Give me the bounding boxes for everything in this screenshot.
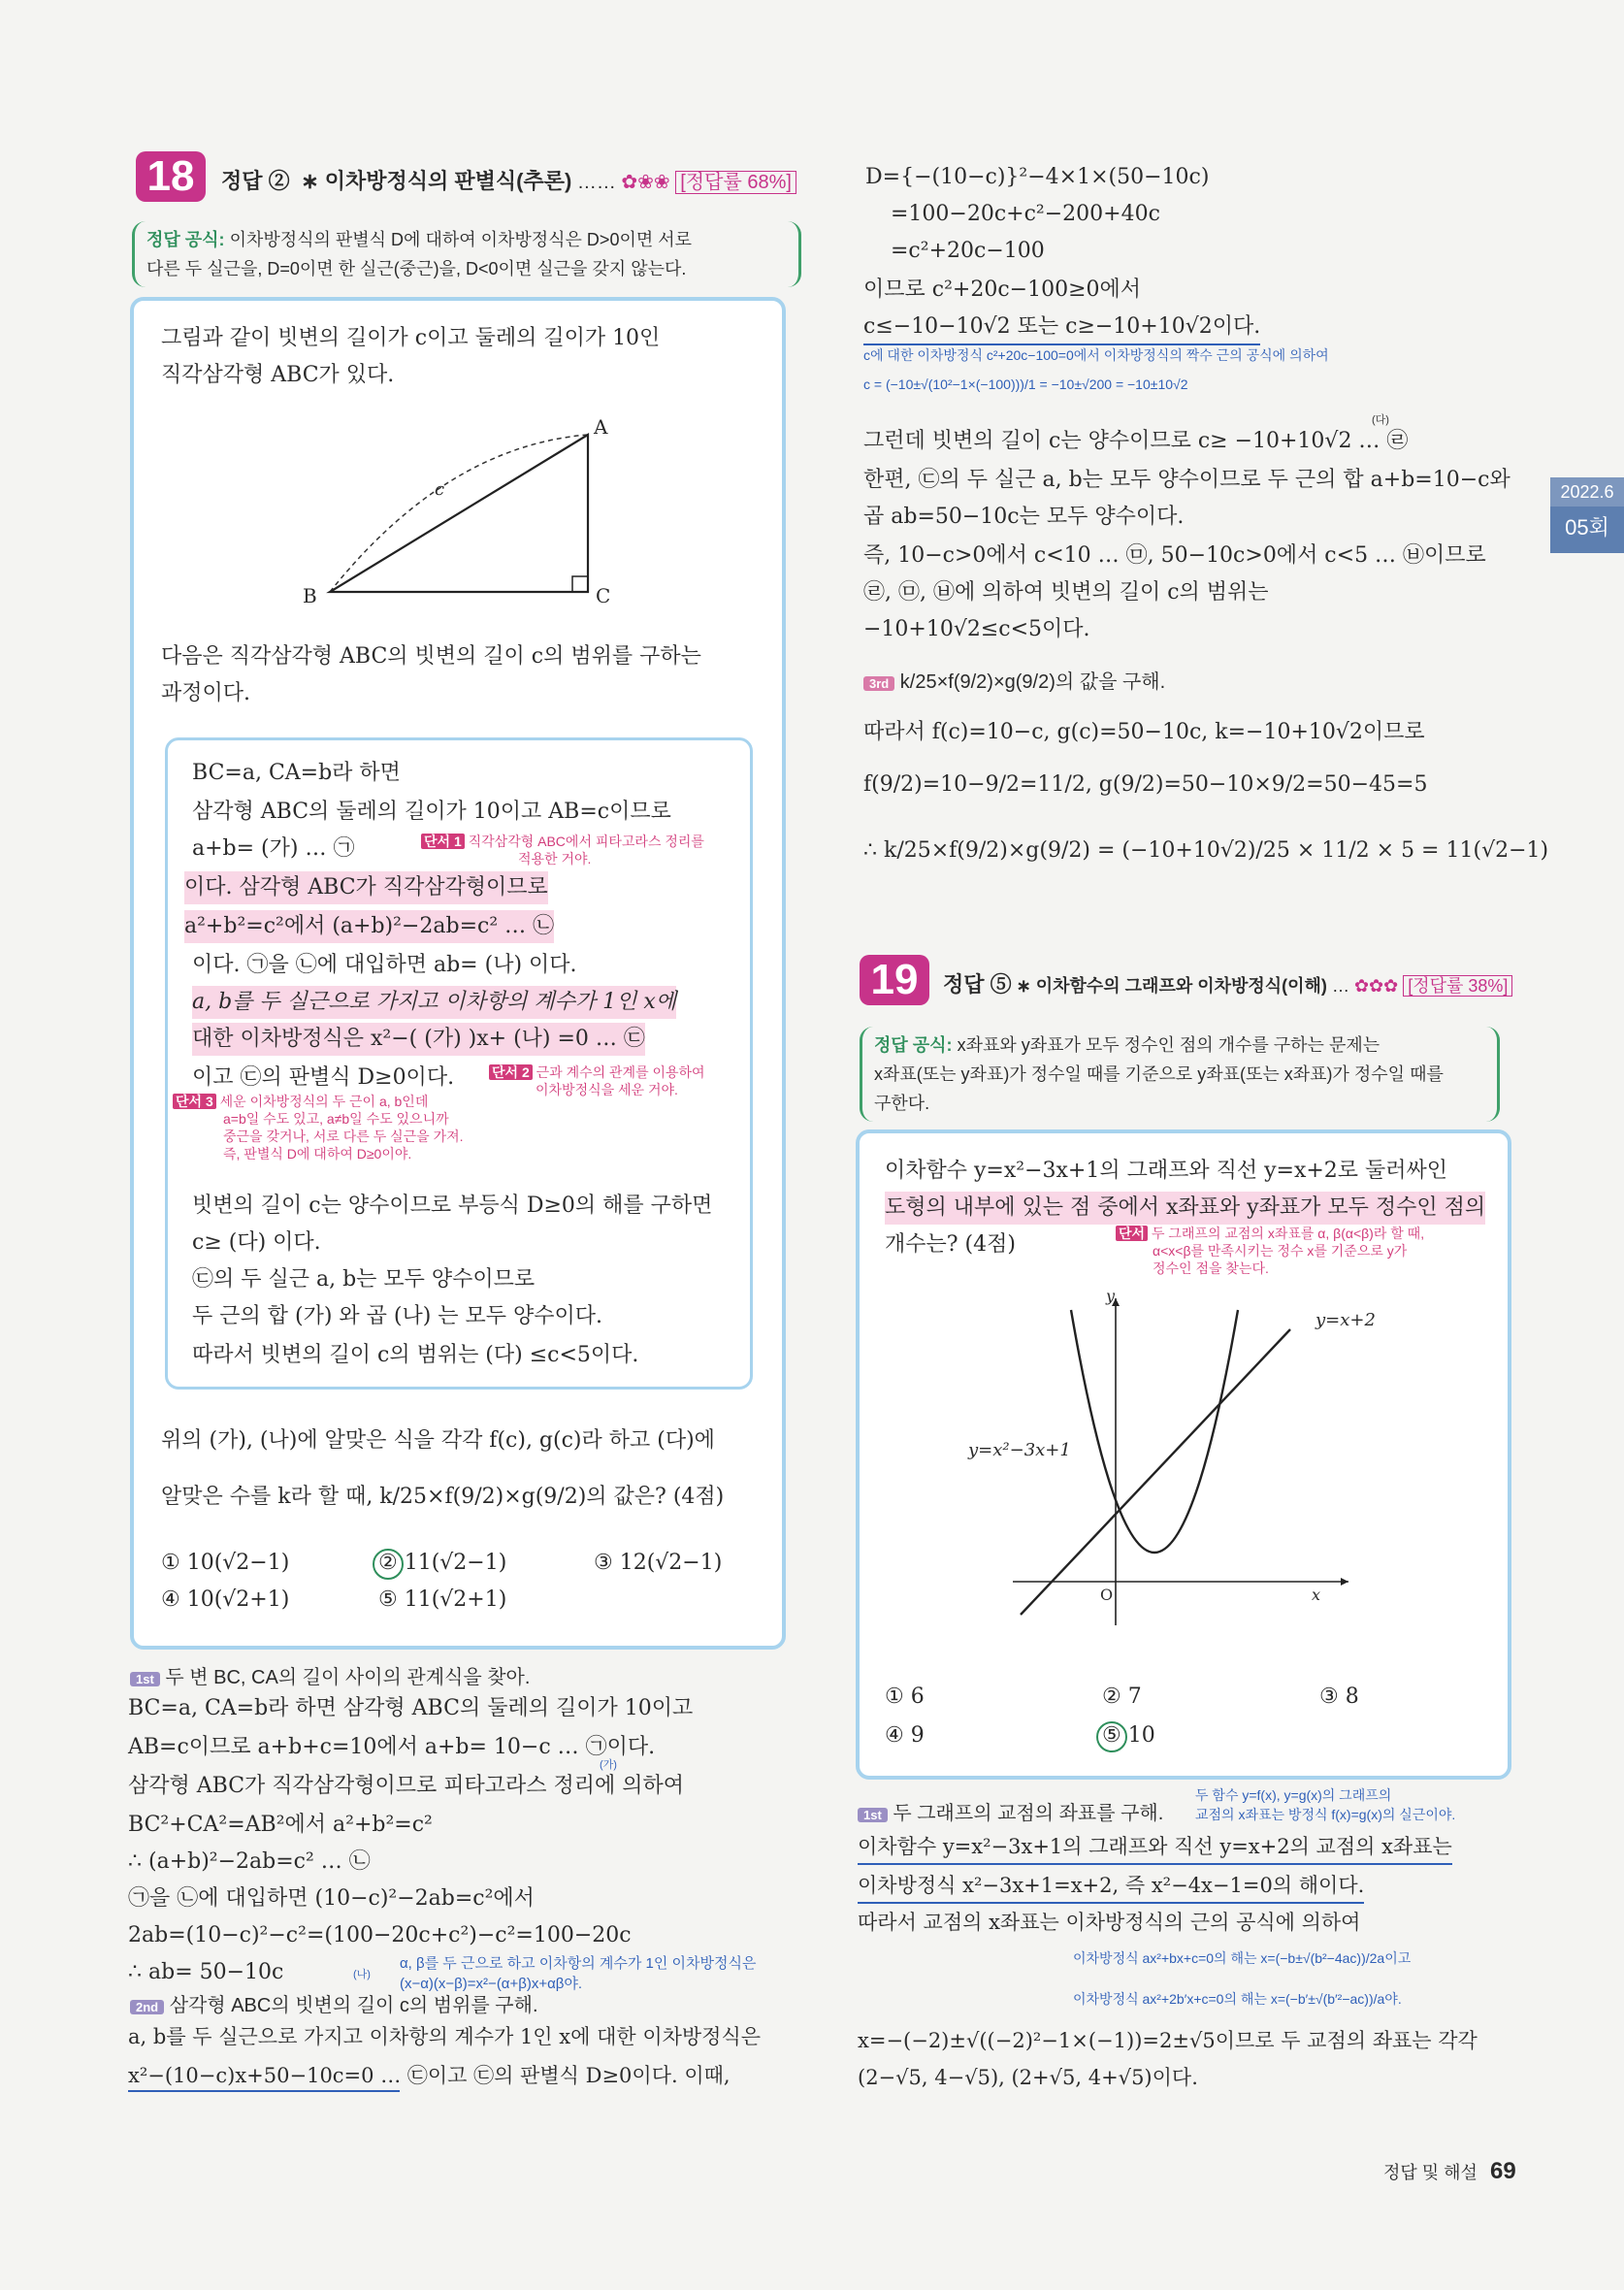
da-mark: (다): [1372, 414, 1389, 426]
solution-note: [400, 1952, 756, 1993]
right-solution-line: f(9/2)=10−9/2=11/2, g(9/2)=50−10×9/2=50−45=5: [863, 772, 1428, 797]
solution-line: BC²+CA²=AB²에서 a²+b²=c²: [128, 1813, 433, 1837]
solution-end-line-2: x²−(10−c)x+50−10c=0 … ㉢이고 ㉢의 판별식 D≥0이다. 이때,: [128, 2064, 731, 2087]
selected-answer-circle: [373, 1549, 404, 1580]
right-solution-line: ∴ k/25×f(9/2)×g(9/2) = (−10+10√2)/25 × 11/2 × 5 = 11(√2−1): [863, 838, 1549, 863]
choice-3[interactable]: ③ 12(√2−1): [594, 1551, 723, 1575]
hint-text: α<x<β를 만족시키는 정수 x를 기준으로 y가: [1153, 1243, 1408, 1259]
x-axis-label: x: [1312, 1586, 1321, 1604]
question-line-2: 알맞은 수를 k라 할 때, k/25×f(9/2)×g(9/2)의 값은? (4점): [161, 1485, 725, 1509]
proof-line: 두 근의 합 (가) 와 곱 (나) 는 모두 양수이다.: [192, 1304, 603, 1328]
parabola-label: y=x²−3x+1: [968, 1440, 1071, 1460]
topic-label: ∗ 이차방정식의 판별식(추론): [301, 169, 572, 193]
right-solution-line: 즉, 10−c>0에서 c<10 … ㉤, 50−10c>0에서 c<5 … ㉥이므로: [863, 543, 1486, 568]
right-solution-line: c≤−10−10√2 또는 c≥−10+10√2이다.: [863, 311, 1260, 345]
right-solution-line: =c²+20c−100: [891, 239, 1045, 263]
choice-4[interactable]: ④ 10(√2+1): [161, 1587, 290, 1612]
page-number: 69: [1489, 2158, 1516, 2184]
solution-end-line-1: a, b를 두 실근으로 가지고 이차항의 계수가 1인 x에 대한 이차방정식은: [128, 2025, 762, 2048]
solution-line: 삼각형 ABC가 직각삼각형이므로 피타고라스 정리에 의하여: [128, 1774, 685, 1798]
proof-line: 대한 이차방정식은 x²−( (가) )x+ (나) =0 … ㉢: [192, 1023, 645, 1056]
hint-text: 이차방정식을 세운 거야.: [536, 1082, 678, 1097]
hint-text: 중근을 갖거나, 서로 다른 두 실근을 가져.: [223, 1129, 464, 1144]
side-c-label: c: [435, 479, 445, 500]
choice-1[interactable]: ① 10(√2−1): [161, 1551, 290, 1575]
origin-label: O: [1100, 1586, 1114, 1604]
problem-line-1: 이차함수 y=x²−3x+1의 그래프와 직선 y=x+2로 둘러싸인: [885, 1159, 1448, 1183]
formula-line-3: 구한다.: [874, 1094, 930, 1113]
difficulty-stars: ✿✿✿: [1353, 976, 1399, 996]
question-line-1: 위의 (가), (나)에 알맞은 식을 각각 f(c), g(c)라 하고 (다)에: [161, 1428, 715, 1453]
formula-line-1: 이차방정식의 판별식 D에 대하여 이차방정식은 D>0이면 서로: [229, 230, 693, 249]
question-header: [221, 165, 796, 195]
hint-tag: 단서 3: [173, 1094, 216, 1109]
function-graph: [999, 1291, 1358, 1630]
formula-line-2: x좌표(또는 y좌표)가 정수일 때를 기준으로 y좌표(또는 x좌표)가 정수일 때를: [874, 1064, 1444, 1084]
solution-step-2: [130, 1989, 538, 2017]
question-header: [943, 968, 1512, 998]
solution-note-line-2: 교점의 x좌표는 방정식 f(x)=g(x)의 실근이야.: [1195, 1807, 1456, 1822]
right-solution-line: 따라서 f(c)=10−c, g(c)=50−10c, k=−10+10√2이므로: [863, 720, 1425, 744]
step-text: 삼각형 ABC의 빗변의 길이 c의 범위를 구해.: [169, 1995, 538, 2016]
choice-5[interactable]: ⑤ 11(√2+1): [378, 1587, 507, 1612]
formula-line-2: 다른 두 실근을, D=0이면 한 실근(중근)을, D<0이면 실근을 갖지 않는다.: [146, 259, 687, 278]
step-tag: 3rd: [863, 676, 894, 691]
choice-5[interactable]: ⑤ 10: [1102, 1723, 1155, 1748]
solution-end-line-1: x=−(−2)±√((−2)²−1×(−1))=2±√5이므로 두 교점의 좌표는 각각: [858, 2029, 1478, 2052]
right-solution-line: =100−20c+c²−200+40c: [891, 202, 1160, 226]
hint-text: 직각삼각형 ABC에서 피타고라스 정리를: [468, 834, 704, 849]
formula-note-2: 이차방정식 ax²+2b′x+c=0의 해는 x=(−b′±√(b′²−ac))/a야.: [1073, 1991, 1402, 2007]
solution-step-1: [130, 1661, 530, 1689]
footer-label: 정답 및 해설: [1383, 2163, 1478, 2182]
hint-tag: 단서 2: [489, 1064, 533, 1080]
choice-3[interactable]: ③ 8: [1319, 1685, 1359, 1709]
right-solution-line: D={−(10−c)}²−4×1×(50−10c): [865, 165, 1210, 189]
round-tab-year: 2022.6: [1550, 477, 1624, 507]
right-solution-line: ㉣, ㉤, ㉥에 의하여 빗변의 길이 c의 범위는: [863, 580, 1269, 605]
problem-line-3: 개수는? (4점): [885, 1232, 1016, 1257]
proof-line: 이다. 삼각형 ABC가 직각삼각형이므로: [184, 871, 548, 904]
right-solution-line: 이므로 c²+20c−100≥0에서: [863, 278, 1141, 302]
step-tag: 1st: [130, 1672, 160, 1686]
solution-line: AB=c이므로 a+b+c=10에서 a+b= 10−c … ㉠이다.: [128, 1735, 656, 1759]
question-number-badge: 19: [860, 955, 929, 1005]
vertex-A-label: A: [594, 415, 608, 439]
proof-line: 삼각형 ABC의 둘레의 길이가 10이고 AB=c이므로: [192, 800, 671, 824]
hint-text: 정수인 점을 찾는다.: [1153, 1260, 1269, 1276]
hint-text: 세운 이차방정식의 두 근이 a, b인데: [219, 1094, 429, 1109]
answer-formula-box: [860, 1027, 1500, 1122]
round-tab-round: 05회: [1565, 515, 1609, 540]
solution-line: ∴ ab= 50−10c: [128, 1960, 284, 1984]
formula-label: 정답 공식:: [874, 1035, 953, 1055]
proof-line: a²+b²=c²에서 (a+b)²−2ab=c² … ㉡: [184, 910, 554, 943]
hint-tag: 단서: [1116, 1226, 1148, 1241]
vertex-B-label: B: [303, 584, 317, 607]
proof-line: a+b= (가) … ㉠: [192, 836, 355, 861]
solution-line: 2ab=(10−c)²−c²=(100−20c+c²)−c²=100−20c: [128, 1923, 632, 1947]
line-label: y=x+2: [1315, 1310, 1376, 1330]
round-tab: [1550, 477, 1624, 553]
proof-line: BC=a, CA=b라 하면: [192, 761, 401, 785]
hint-tag: 단서 1: [421, 834, 465, 849]
choice-2[interactable]: ② 11(√2−1): [378, 1551, 507, 1575]
formula-label: 정답 공식:: [146, 230, 225, 249]
hint: [1116, 1225, 1424, 1277]
ga-mark: (가): [600, 1759, 617, 1771]
choice-4[interactable]: ④ 9: [885, 1723, 925, 1748]
solution-step-3: [863, 666, 1165, 694]
step-text: 두 그래프의 교점의 좌표를 구해.: [893, 1803, 1164, 1824]
solution-line: ∴ (a+b)²−2ab=c² … ㉡: [128, 1849, 371, 1874]
vertex-C-label: C: [596, 584, 611, 607]
solution-line: ㉠을 ㉡에 대입하면 (10−c)²−2ab=c²에서: [128, 1886, 535, 1911]
solution-note-line-1: 두 함수 y=f(x), y=g(x)의 그래프의: [1195, 1787, 1392, 1803]
right-solution-line: 한편, ㉢의 두 실근 a, b는 모두 양수이므로 두 근의 합 a+b=10−c와: [863, 468, 1510, 492]
dots: ……: [576, 172, 616, 193]
y-axis-label: y: [1106, 1287, 1116, 1305]
step-text: k/25×f(9/2)×g(9/2)의 값을 구해.: [899, 671, 1166, 693]
answer-formula-box: [132, 221, 801, 287]
hint-text: 적용한 거야.: [518, 851, 592, 867]
correct-rate: [정답률 38%]: [1403, 975, 1512, 997]
triangle-figure: [291, 408, 621, 611]
step-tag: 2nd: [130, 2000, 164, 2014]
hint-text: 즉, 판별식 D에 대하여 D≥0이야.: [223, 1146, 412, 1161]
solution-note: [1195, 1785, 1455, 1824]
answer-label: 정답 ②: [221, 169, 290, 193]
hint-text: 근과 계수의 관계를 이용하여: [536, 1064, 705, 1080]
solution-note-line-1: α, β를 두 근으로 하고 이차항의 계수가 1인 이차방정식은: [400, 1955, 757, 1972]
solution-step-1: [858, 1797, 1163, 1825]
na-mark: (나): [353, 1969, 371, 1980]
correct-rate: [정답률 68%]: [675, 171, 796, 194]
proof-line: 따라서 빗변의 길이 c의 범위는 (다) ≤c<5이다.: [192, 1343, 639, 1367]
problem-line-2: 직각삼각형 ABC가 있다.: [161, 363, 395, 387]
solution-note-line-2: (x−α)(x−β)=x²−(α+β)x+αβ야.: [400, 1976, 583, 1992]
choice-2[interactable]: ② 7: [1102, 1685, 1142, 1709]
footer: [1383, 2158, 1516, 2185]
description-line-2: 과정이다.: [161, 681, 251, 705]
proof-line: c≥ (다) 이다.: [192, 1230, 321, 1255]
step-text: 두 변 BC, CA의 길이 사이의 관계식을 찾아.: [165, 1667, 531, 1688]
hint-2: [489, 1063, 705, 1098]
right-solution-line: 곱 ab=50−10c는 모두 양수이다.: [863, 505, 1185, 529]
solution-line: BC=a, CA=b라 하면 삼각형 ABC의 둘레의 길이가 10이고: [128, 1696, 694, 1720]
solution-line: 따라서 교점의 x좌표는 이차방정식의 근의 공식에 의하여: [858, 1911, 1361, 1934]
blue-note-1: c에 대한 이차방정식 c²+20c−100=0에서 이차방정식의 짝수 근의 공식에 의하여: [863, 347, 1329, 363]
right-solution-line: −10+10√2≤c<5이다.: [863, 617, 1090, 641]
selected-answer-circle: [1096, 1721, 1127, 1752]
solution-line: 이차함수 y=x²−3x+1의 그래프와 직선 y=x+2의 교점의 x좌표는: [858, 1830, 1452, 1865]
dots: …: [1331, 976, 1349, 996]
problem-line-2: 도형의 내부에 있는 점 중에서 x좌표와 y좌표가 모두 정수인 점의: [885, 1192, 1485, 1225]
hint-3: [173, 1093, 464, 1162]
step-tag: 1st: [858, 1808, 888, 1822]
question-number-badge: 18: [136, 151, 206, 202]
answer-label: 정답 ⑤: [943, 972, 1012, 997]
proof-line: 이다. ㉠을 ㉡에 대입하면 ab= (나) 이다.: [192, 953, 577, 977]
proof-line: 이고 ㉢의 판별식 D≥0이다.: [192, 1065, 455, 1090]
proof-line: ㉢의 두 실근 a, b는 모두 양수이므로: [192, 1267, 536, 1292]
problem-line-1: 그림과 같이 빗변의 길이가 c이고 둘레의 길이가 10인: [161, 326, 661, 350]
formula-line-1: x좌표와 y좌표가 모두 정수인 점의 개수를 구하는 문제는: [957, 1035, 1380, 1055]
proof-line: 빗변의 길이 c는 양수이므로 부등식 D≥0의 해를 구하면: [192, 1194, 713, 1218]
choice-1[interactable]: ① 6: [885, 1685, 925, 1709]
underline: [128, 2090, 400, 2092]
hint-text: 두 그래프의 교점의 x좌표를 α, β(α<β)라 할 때,: [1151, 1226, 1425, 1241]
right-solution-line: 그런데 빗변의 길이 c는 양수이므로 c≥ −10+10√2 … ㉣: [863, 429, 1409, 453]
proof-line: a, b를 두 실근으로 가지고 이차항의 계수가 1인 x에: [192, 986, 676, 1019]
solution-line: 이차방정식 x²−3x+1=x+2, 즉 x²−4x−1=0의 해이다.: [858, 1869, 1364, 1904]
topic-label: ∗ 이차함수의 그래프와 이차방정식(이해): [1016, 976, 1327, 996]
blue-note-2: c = (−10±√(10²−1×(−100)))/1 = −10±√200 = −10±10√2: [863, 376, 1188, 392]
difficulty-stars: ✿❀❀: [621, 172, 670, 193]
solution-end-line-2: (2−√5, 4−√5), (2+√5, 4+√5)이다.: [858, 2066, 1198, 2089]
formula-note-1: 이차방정식 ax²+bx+c=0의 해는 x=(−b±√(b²−4ac))/2a이고: [1073, 1950, 1412, 1966]
description-line-1: 다음은 직각삼각형 ABC의 빗변의 길이 c의 범위를 구하는: [161, 644, 701, 669]
hint-text: a=b일 수도 있고, a≠b일 수도 있으니까: [223, 1111, 449, 1127]
hint-1: [421, 833, 704, 867]
